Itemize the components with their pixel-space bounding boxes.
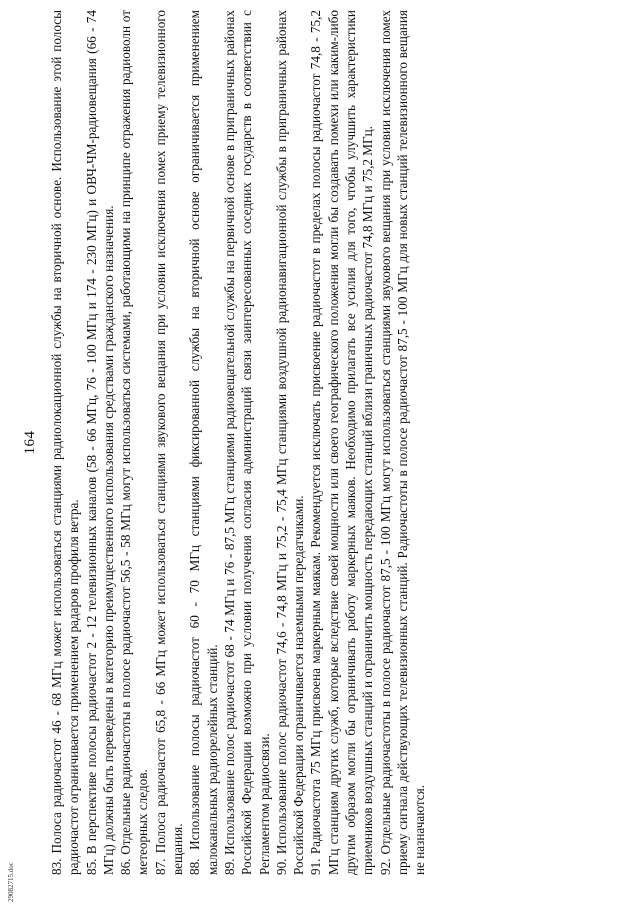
paragraph-87: 87. Полоса радиочастот 65,8 - 66 МГц может использоваться станциями звукового вещания при условии исключения помех приему телевизионного вещания. [152,10,186,875]
paragraph-91: 91. Радиочастота 75 МГц присвоена маркерным маякам. Рекомендуется исключать присвоение радиочастот в пределах полосы радиочастот 74,8 - 75,2 МГц станциям других служб, которые вследствие своей мощности или своего географического положения могли бы создавать помехи или каким-либо другим образом могли бы ограничивать работу маркерных маяков. Необходимо прилагать все усилия для того, чтобы улучшить характеристики приемников воздушных станций и ограничить мощность передающих станций вблизи граничных радиочастот 74,8 МГц и 75,2 МГц. [308,10,376,875]
paragraph-88: 88. Использование полосы радиочастот 60 - 70 МГц станциями фиксированной службы на вторичной основе ограничивается применением малоканальных радиорелейных станций. [187,10,220,875]
page-number: 164 [22,430,38,455]
paragraph-89: 89. Использование полос радиочастот 68 - 74 МГц и 76 - 87,5 МГц станциями радиовещательной службы на первичной основе в приграничных районах Российской Федерации возможно при условии получения согласия администраций связи заинтересованных соседних государств в соответствии с Регламентом радиосвязи. [221,10,272,875]
paragraph-85: 85. В перспективе полосы радиочастот 2 - 12 телевизионных каналов (58 - 66 МГц, 76 - 100 МГц и 174 - 230 МГц) и ОВЧ-ЧМ-радиовещания (66 - 74 МГц) должны быть переведены в категорию преимущественного использования средствами гражданского назначения. [83,10,116,875]
rotated-page [20,10,620,875]
paragraph-86: 86. Отдельные радиочастоты в полосе радиочастот 56,5 - 58 МГц могут использоваться системами, работающими на принципе отражения радиоволн от метеорных следов. [118,10,151,875]
document-body [48,10,608,875]
paragraph-90: 90. Использование полос радиочастот 74,6 - 74,8 МГц и 75,2 - 75,4 МГц станциями воздушной радионавигационной службы в приграничных районах Российской Федерации ограничивается наземными передатчиками. [273,10,307,875]
paragraph-83: 83. Полоса радиочастот 46 - 68 МГц может использоваться станциями радиолокационной службы на вторичной основе. Использование этой полосы радиочастот ограничивается применением радаров профиля ветра. [49,10,82,875]
paragraph-92: 92. Отдельные радиочастоты в полосе радиочастот 87,5 - 100 МГц могут использоваться станциями звукового вещания при условии исключения помех приему сигнала действующих телевизионных станций. Радиочастоты в полосе радиочастот 87,5 - 100 МГц для новых станций телевизионного вещания не назначаются. [377,10,428,875]
document-file-id: 29082715.doc [7,862,15,902]
